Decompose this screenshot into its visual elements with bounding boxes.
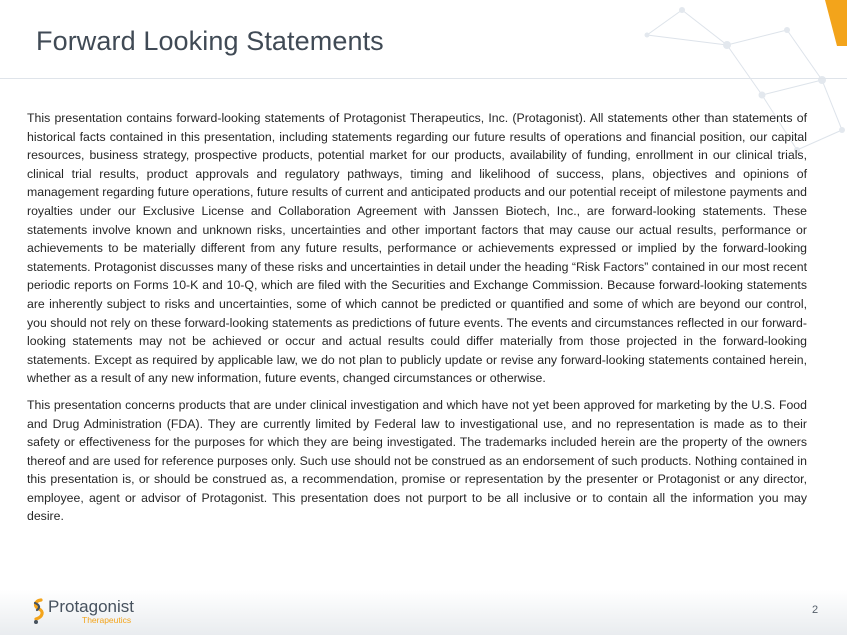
body-text — [27, 109, 807, 526]
investigational-disclaimer-paragraph: This presentation concerns products that are under clinical investigation and which have not yet been approved for marketing by the U.S. Food and Drug Administration (FDA). They are currently limited by Federal law to investigational use, and no representation is made as to their safety or effectiveness for the purposes for which they are being investigated. The trademarks included herein are the property of the owners thereof and are used for reference purposes only. Such use should not be construed as an endorsement of such products. Nothing contained in this presentation is, or should be construed as, a recommendation, promise or representation by the presenter or Protagonist or any director, employee, agent or advisor of Protagonist. This presentation does not purport to be all inclusive or to contain all the information you may desire. — [27, 397, 807, 524]
forward-looking-paragraph: This presentation contains forward-looking statements of Protagonist Therapeutics, Inc. (Protagonist). All statements other than statements of historical facts contained in this presentation, including statements regarding our future results of operations and financial position, our capital resources, business strategy, prospective products, potential market for our products, availability of funding, enrollment in our clinical trials, clinical trial results, product approvals and regulatory pathways, timing and likelihood of success, plans, objectives and opinions of management regarding future operations, future results of current and anticipated products and our potential receipt of milestone payments and royalties under our Exclusive License and Collaboration Agreement with Janssen Biotech, Inc., are forward-looking statements. These statements involve known and unknown risks, uncertainties and other important factors that may cause our actual results, performance or achievements to be materially different from any future results, performance or achievements expressed or implied by the forward-looking statements. Protagonist discusses many of these risks and uncertainties in detail under the heading “Risk Factors” contained in our most recent periodic reports on Forms 10-K and 10-Q, which are filed with the Securities and Exchange Commission. Because forward-looking statements are inherently subject to risks and uncertainties, some of which cannot be predicted or quantified and some of which are beyond our control, you should not rely on these forward-looking statements as predictions of future events. The events and circumstances reflected in our forward-looking statements may not be achieved or occur and actual results could differ materially from those projected in the forward-looking statements. Except as required by applicable law, we do not plan to publicly update or revise any forward-looking statements contained herein, whether as a result of any new information, future events, changed circumstances or otherwise. — [27, 111, 807, 386]
logo-wordmark: Protagonist — [48, 597, 134, 616]
logo-subtitle: Therapeutics — [82, 615, 132, 625]
orange-corner-accent — [819, 0, 847, 46]
page-title: Forward Looking Statements — [36, 26, 384, 56]
page-number: 2 — [812, 604, 819, 616]
title-divider — [0, 78, 847, 79]
protagonist-logo-icon — [30, 597, 46, 625]
